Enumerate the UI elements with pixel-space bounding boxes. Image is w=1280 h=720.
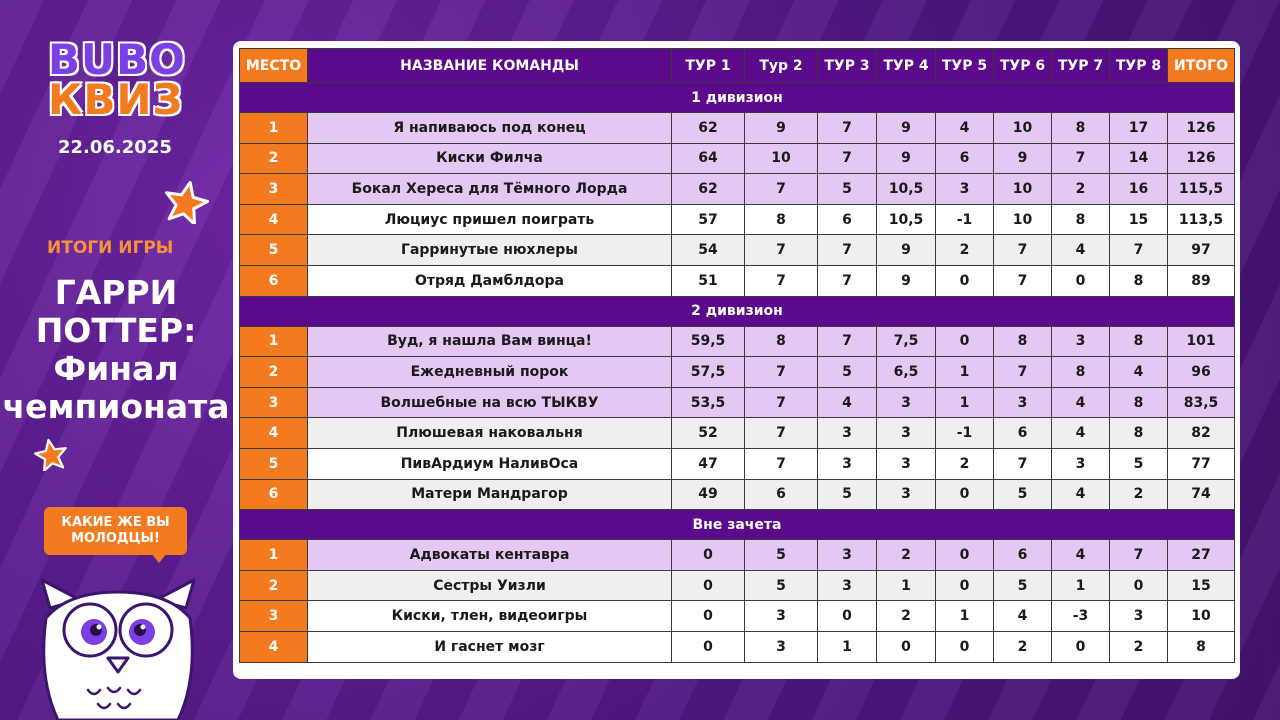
round-score-cell: 3 xyxy=(818,570,877,601)
round-score-cell: 3 xyxy=(1052,326,1110,357)
table-row xyxy=(240,418,1235,449)
table-row xyxy=(240,204,1235,235)
round-score-cell: 9 xyxy=(877,265,936,296)
round-score-cell: 3 xyxy=(818,448,877,479)
total-cell: 10 xyxy=(1168,601,1235,632)
round-score-cell: 8 xyxy=(1052,204,1110,235)
round-score-cell: 7 xyxy=(745,418,818,449)
round-score-cell: 1 xyxy=(936,601,994,632)
team-name-cell: Киски Филча xyxy=(308,143,672,174)
table-body xyxy=(240,83,1235,663)
table-row xyxy=(240,326,1235,357)
total-cell: 89 xyxy=(1168,265,1235,296)
table-row xyxy=(240,601,1235,632)
place-cell: 1 xyxy=(240,540,308,571)
round-score-cell: 7 xyxy=(745,265,818,296)
round-score-cell: 8 xyxy=(1110,387,1168,418)
round-score-cell: 2 xyxy=(936,448,994,479)
round-score-cell: 7 xyxy=(818,235,877,266)
team-name-cell: Плюшевая наковальня xyxy=(308,418,672,449)
round-score-cell: 7 xyxy=(745,448,818,479)
round-score-cell: 62 xyxy=(672,174,745,205)
division-row xyxy=(240,83,1235,113)
total-cell: 83,5 xyxy=(1168,387,1235,418)
speech-bubble-tail xyxy=(151,553,167,563)
round-score-cell: 0 xyxy=(1052,631,1110,662)
team-name-cell: Волшебные на всю ТЫКВУ xyxy=(308,387,672,418)
round-score-cell: 9 xyxy=(745,113,818,144)
round-score-cell: 15 xyxy=(1110,204,1168,235)
round-score-cell: 14 xyxy=(1110,143,1168,174)
round-score-cell: 53,5 xyxy=(672,387,745,418)
round-score-cell: 9 xyxy=(877,143,936,174)
total-cell: 97 xyxy=(1168,235,1235,266)
round-score-cell: 3 xyxy=(877,479,936,510)
column-header: ТУР 7 xyxy=(1052,49,1110,83)
place-cell: 3 xyxy=(240,387,308,418)
column-header: ТУР 1 xyxy=(672,49,745,83)
round-score-cell: 8 xyxy=(745,326,818,357)
round-score-cell: 9 xyxy=(877,113,936,144)
round-score-cell: 6 xyxy=(994,418,1052,449)
round-score-cell: 7 xyxy=(818,326,877,357)
round-score-cell: 6 xyxy=(994,540,1052,571)
round-score-cell: 0 xyxy=(672,601,745,632)
round-score-cell: 57,5 xyxy=(672,357,745,388)
place-cell: 1 xyxy=(240,113,308,144)
star-icon xyxy=(163,180,209,224)
team-name-cell: Вуд, я нашла Вам винца! xyxy=(308,326,672,357)
team-name-cell: Гарринутые нюхлеры xyxy=(308,235,672,266)
team-name-cell: Киски, тлен, видеоигры xyxy=(308,601,672,632)
place-cell: 2 xyxy=(240,570,308,601)
round-score-cell: 0 xyxy=(818,601,877,632)
place-cell: 5 xyxy=(240,235,308,266)
round-score-cell: 7 xyxy=(1052,143,1110,174)
round-score-cell: 9 xyxy=(877,235,936,266)
round-score-cell: 8 xyxy=(1110,326,1168,357)
round-score-cell: 7 xyxy=(745,174,818,205)
total-cell: 115,5 xyxy=(1168,174,1235,205)
table-row xyxy=(240,113,1235,144)
round-score-cell: 10,5 xyxy=(877,204,936,235)
round-score-cell: 7 xyxy=(994,357,1052,388)
round-score-cell: 6 xyxy=(745,479,818,510)
round-score-cell: 10 xyxy=(994,174,1052,205)
round-score-cell: 10 xyxy=(994,113,1052,144)
round-score-cell: 6,5 xyxy=(877,357,936,388)
results-table-card xyxy=(233,41,1240,679)
round-score-cell: 52 xyxy=(672,418,745,449)
table-row xyxy=(240,631,1235,662)
round-score-cell: 7 xyxy=(1110,540,1168,571)
division-title: 1 дивизион xyxy=(240,83,1235,113)
division-row xyxy=(240,296,1235,326)
round-score-cell: 8 xyxy=(1052,113,1110,144)
division-title: Вне зачета xyxy=(240,510,1235,540)
round-score-cell: 0 xyxy=(1052,265,1110,296)
star-icon xyxy=(34,438,68,471)
left-panel xyxy=(0,0,232,720)
total-cell: 126 xyxy=(1168,113,1235,144)
place-cell: 6 xyxy=(240,479,308,510)
round-score-cell: 3 xyxy=(745,631,818,662)
round-score-cell: 0 xyxy=(936,479,994,510)
team-name-cell: Люциус пришел поиграть xyxy=(308,204,672,235)
round-score-cell: 1 xyxy=(936,357,994,388)
division-title: 2 дивизион xyxy=(240,296,1235,326)
division-row xyxy=(240,510,1235,540)
round-score-cell: 0 xyxy=(936,265,994,296)
round-score-cell: 4 xyxy=(1052,387,1110,418)
round-score-cell: 4 xyxy=(1052,479,1110,510)
round-score-cell: 1 xyxy=(818,631,877,662)
round-score-cell: 8 xyxy=(994,326,1052,357)
round-score-cell: -3 xyxy=(1052,601,1110,632)
round-score-cell: 0 xyxy=(936,540,994,571)
round-score-cell: 7 xyxy=(745,387,818,418)
round-score-cell: 64 xyxy=(672,143,745,174)
round-score-cell: 4 xyxy=(1052,235,1110,266)
event-date: 22.06.2025 xyxy=(58,137,172,158)
round-score-cell: 5 xyxy=(745,570,818,601)
round-score-cell: 8 xyxy=(1052,357,1110,388)
table-header-row xyxy=(240,49,1235,83)
column-header: ТУР 3 xyxy=(818,49,877,83)
place-cell: 4 xyxy=(240,204,308,235)
table-row xyxy=(240,387,1235,418)
round-score-cell: 51 xyxy=(672,265,745,296)
round-score-cell: 3 xyxy=(1110,601,1168,632)
place-cell: 2 xyxy=(240,143,308,174)
round-score-cell: 5 xyxy=(818,479,877,510)
round-score-cell: 1 xyxy=(877,570,936,601)
round-score-cell: 4 xyxy=(818,387,877,418)
round-score-cell: -1 xyxy=(936,204,994,235)
table-row xyxy=(240,479,1235,510)
round-score-cell: 57 xyxy=(672,204,745,235)
round-score-cell: 10 xyxy=(994,204,1052,235)
round-score-cell: 7 xyxy=(994,448,1052,479)
round-score-cell: 7 xyxy=(818,113,877,144)
team-name-cell: Отряд Дамблдора xyxy=(308,265,672,296)
total-cell: 96 xyxy=(1168,357,1235,388)
round-score-cell: 10,5 xyxy=(877,174,936,205)
round-score-cell: 0 xyxy=(672,570,745,601)
column-header: ТУР 5 xyxy=(936,49,994,83)
round-score-cell: 0 xyxy=(936,326,994,357)
table-row xyxy=(240,448,1235,479)
total-cell: 126 xyxy=(1168,143,1235,174)
round-score-cell: 2 xyxy=(1052,174,1110,205)
place-cell: 3 xyxy=(240,174,308,205)
round-score-cell: 3 xyxy=(818,418,877,449)
round-score-cell: 5 xyxy=(994,479,1052,510)
round-score-cell: 2 xyxy=(1110,479,1168,510)
round-score-cell: 7 xyxy=(818,265,877,296)
round-score-cell: 10 xyxy=(745,143,818,174)
round-score-cell: 49 xyxy=(672,479,745,510)
round-score-cell: 2 xyxy=(1110,631,1168,662)
round-score-cell: 7 xyxy=(818,143,877,174)
total-cell: 8 xyxy=(1168,631,1235,662)
round-score-cell: -1 xyxy=(936,418,994,449)
place-cell: 1 xyxy=(240,326,308,357)
round-score-cell: 0 xyxy=(672,631,745,662)
place-cell: 5 xyxy=(240,448,308,479)
place-cell: 4 xyxy=(240,418,308,449)
round-score-cell: 3 xyxy=(994,387,1052,418)
round-score-cell: 1 xyxy=(936,387,994,418)
owl-mascot-icon xyxy=(28,578,208,720)
total-cell: 74 xyxy=(1168,479,1235,510)
round-score-cell: 54 xyxy=(672,235,745,266)
brand-line-2: КВИЗ xyxy=(48,75,184,124)
round-score-cell: 8 xyxy=(1110,418,1168,449)
round-score-cell: 2 xyxy=(936,235,994,266)
round-score-cell: 16 xyxy=(1110,174,1168,205)
round-score-cell: 0 xyxy=(936,570,994,601)
brand-line-1: BUBO xyxy=(48,35,186,84)
total-cell: 113,5 xyxy=(1168,204,1235,235)
team-name-cell: И гаснет мозг xyxy=(308,631,672,662)
table-row xyxy=(240,357,1235,388)
round-score-cell: 2 xyxy=(877,601,936,632)
total-cell: 15 xyxy=(1168,570,1235,601)
round-score-cell: 7 xyxy=(1110,235,1168,266)
team-name-cell: Адвокаты кентавра xyxy=(308,540,672,571)
round-score-cell: 3 xyxy=(818,540,877,571)
place-cell: 2 xyxy=(240,357,308,388)
table-row xyxy=(240,235,1235,266)
round-score-cell: 5 xyxy=(818,357,877,388)
round-score-cell: 1 xyxy=(1052,570,1110,601)
round-score-cell: 5 xyxy=(818,174,877,205)
total-cell: 82 xyxy=(1168,418,1235,449)
round-score-cell: 3 xyxy=(877,418,936,449)
table-row xyxy=(240,265,1235,296)
round-score-cell: 4 xyxy=(1052,540,1110,571)
total-cell: 77 xyxy=(1168,448,1235,479)
table-row xyxy=(240,143,1235,174)
round-score-cell: 4 xyxy=(936,113,994,144)
round-score-cell: 5 xyxy=(745,540,818,571)
round-score-cell: 0 xyxy=(877,631,936,662)
round-score-cell: 6 xyxy=(936,143,994,174)
column-header: МЕСТО xyxy=(240,49,308,83)
column-header: ИТОГО xyxy=(1168,49,1235,83)
round-score-cell: 2 xyxy=(877,540,936,571)
round-score-cell: 3 xyxy=(877,387,936,418)
round-score-cell: 17 xyxy=(1110,113,1168,144)
round-score-cell: 4 xyxy=(994,601,1052,632)
round-score-cell: 7 xyxy=(745,235,818,266)
round-score-cell: 3 xyxy=(877,448,936,479)
column-header: НАЗВАНИЕ КОМАНДЫ xyxy=(308,49,672,83)
total-cell: 27 xyxy=(1168,540,1235,571)
team-name-cell: Матери Мандрагор xyxy=(308,479,672,510)
game-title: ГАРРИ ПОТТЕР: Финал чемпионата xyxy=(2,273,230,426)
round-score-cell: 4 xyxy=(1052,418,1110,449)
column-header: ТУР 8 xyxy=(1110,49,1168,83)
round-score-cell: 6 xyxy=(818,204,877,235)
team-name-cell: Сестры Уизли xyxy=(308,570,672,601)
column-header: ТУР 6 xyxy=(994,49,1052,83)
place-cell: 4 xyxy=(240,631,308,662)
round-score-cell: 4 xyxy=(1110,357,1168,388)
round-score-cell: 7 xyxy=(745,357,818,388)
round-score-cell: 59,5 xyxy=(672,326,745,357)
round-score-cell: 3 xyxy=(745,601,818,632)
round-score-cell: 0 xyxy=(672,540,745,571)
place-cell: 3 xyxy=(240,601,308,632)
round-score-cell: 7 xyxy=(994,235,1052,266)
brand-logo xyxy=(48,35,188,124)
speech-bubble: КАКИЕ ЖЕ ВЫ МОЛОДЦЫ! xyxy=(44,507,187,555)
round-score-cell: 5 xyxy=(1110,448,1168,479)
results-label: ИТОГИ ИГРЫ xyxy=(47,238,174,258)
table-row xyxy=(240,540,1235,571)
round-score-cell: 3 xyxy=(1052,448,1110,479)
results-table xyxy=(239,48,1235,663)
round-score-cell: 5 xyxy=(994,570,1052,601)
table-row xyxy=(240,174,1235,205)
column-header: ТУР 4 xyxy=(877,49,936,83)
round-score-cell: 62 xyxy=(672,113,745,144)
team-name-cell: Ежедневный порок xyxy=(308,357,672,388)
team-name-cell: Бокал Хереса для Тёмного Лорда xyxy=(308,174,672,205)
round-score-cell: 0 xyxy=(936,631,994,662)
team-name-cell: Я напиваюсь под конец xyxy=(308,113,672,144)
round-score-cell: 2 xyxy=(994,631,1052,662)
place-cell: 6 xyxy=(240,265,308,296)
round-score-cell: 7,5 xyxy=(877,326,936,357)
round-score-cell: 0 xyxy=(1110,570,1168,601)
round-score-cell: 47 xyxy=(672,448,745,479)
total-cell: 101 xyxy=(1168,326,1235,357)
round-score-cell: 9 xyxy=(994,143,1052,174)
round-score-cell: 7 xyxy=(994,265,1052,296)
column-header: Тур 2 xyxy=(745,49,818,83)
team-name-cell: ПивАрдиум НаливОса xyxy=(308,448,672,479)
round-score-cell: 3 xyxy=(936,174,994,205)
table-row xyxy=(240,570,1235,601)
round-score-cell: 8 xyxy=(745,204,818,235)
round-score-cell: 8 xyxy=(1110,265,1168,296)
